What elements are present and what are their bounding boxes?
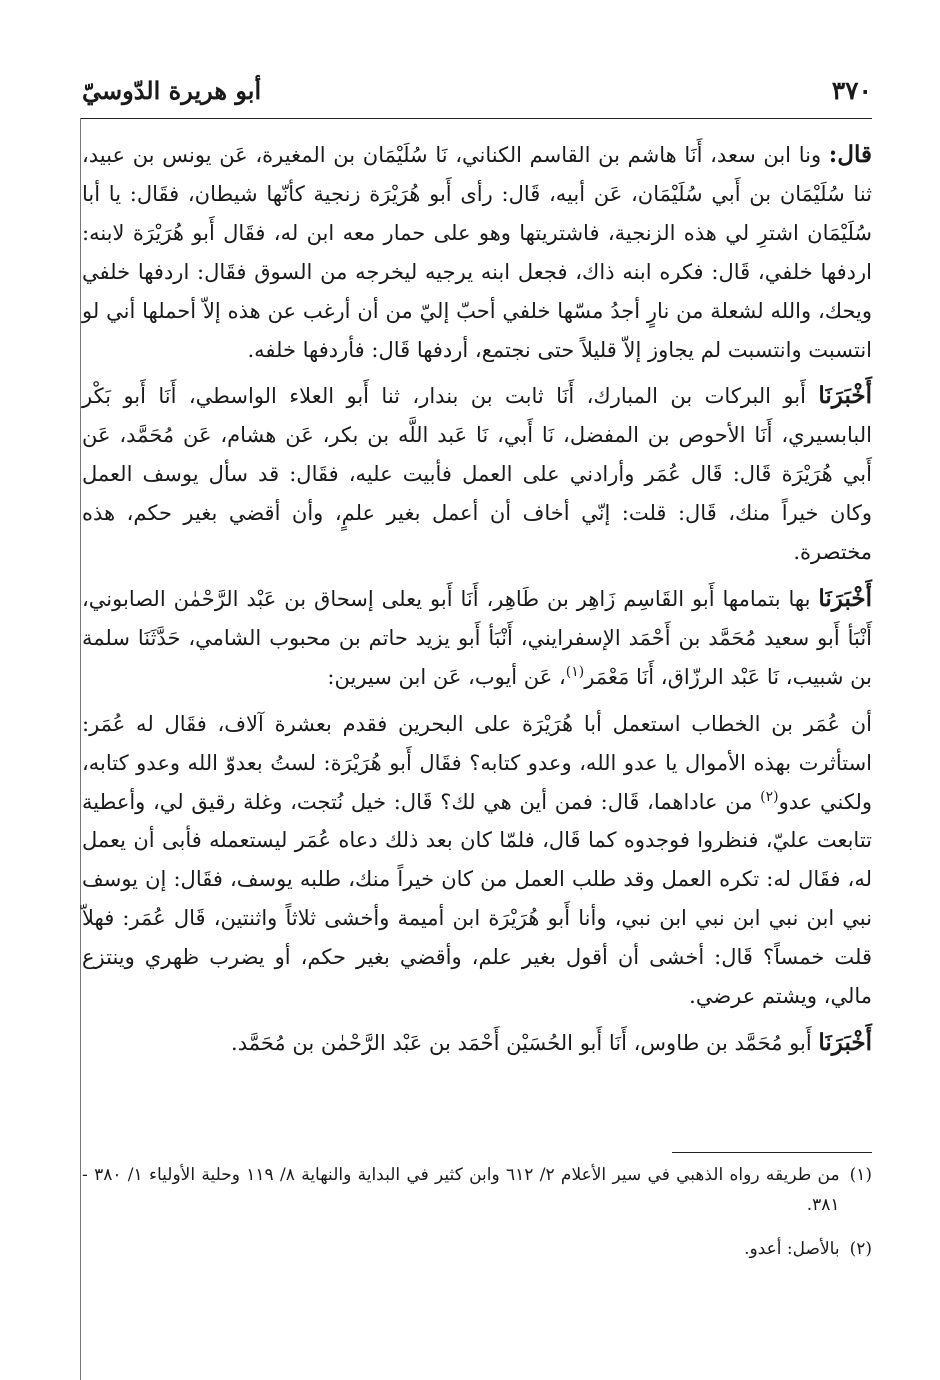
page-number: ٣٧٠	[831, 76, 872, 105]
paragraph-lead: قال:	[828, 141, 872, 168]
footnote-text: من طريقه رواه الذهبي في سير الأعلام ٢/ ٦١٢ وابن كثير في البداية والنهاية ٨/ ١١٩ وحلية الأولياء ١/ ٣٨٠ - ٣٨١.	[82, 1165, 840, 1215]
paragraph-1	[82, 136, 872, 369]
paragraph-4	[82, 705, 872, 1016]
footnote-number: (١)	[849, 1165, 872, 1185]
header-rule	[80, 118, 872, 119]
page-header	[82, 72, 872, 112]
footnote-separator	[672, 1152, 872, 1153]
paragraph-text: أَبو مُحَمَّد بن طاوس، أَنَا أَبو الحُسَيْن أَحْمَد بن عَبْد الرَّحْمٰن بن مُحَمَّد.	[231, 1030, 819, 1055]
paragraph-lead: أَخْبَرَنَا	[818, 382, 872, 410]
running-title: أبو هريرة الدّوسيّ	[82, 76, 262, 105]
paragraph-text: أَبو البركات بن المبارك، أَنَا ثابت بن بندار، ثنا أَبو العلاء الواسطي، أَنَا أَبو بَكْر البابسيري، أَنَا الأحوص بن المفضل، نَا أَبي، نَا عَبد اللَّه بن بكر، عَن هشام، عَن مُحَمَّد، عَن أَبي هُرَيْرَة قَال: قَال عُمَر وأرادني على العمل فأبيت عليه، فقَال: قد سأل يوسف العمل وكان خيراً منك، قَال: قلت: إنّي أخاف أن أعمل بغير علمٍ، وأن أقضي بغير حكم، هذه مختصرة.	[82, 384, 872, 565]
footnote-reference-1[interactable]: (١)	[565, 663, 585, 680]
paragraph-lead: أَخْبَرَنَا	[818, 1028, 872, 1056]
footnote-number: (٢)	[849, 1239, 872, 1259]
paragraph-text-continued: ، عَن أيوب، عَن ابن سيرين:	[327, 664, 566, 689]
footnote-1	[82, 1160, 872, 1220]
footnote-2	[82, 1234, 872, 1264]
main-text	[82, 136, 872, 1063]
paragraph-lead: أَخْبَرَنَا	[818, 584, 872, 612]
paragraph-text: أن عُمَر بن الخطاب استعمل أبا هُرَيْرَة على البحرين فقدم بعشرة آلاف، فقَال له عُمَر: استأثرت بهذه الأموال يا عدو الله، وعدو كتابه؟ فقَال أَبو هُرَيْرَة: لستُ بعدوّ الله وعدو كتابه، ولكني عدو	[82, 711, 872, 814]
footnote-reference-2[interactable]: (٢)	[760, 788, 779, 805]
binding-edge-line	[80, 118, 81, 1380]
paragraph-2	[82, 377, 872, 572]
paragraph-text-continued: من عاداهما، قَال: فمن أين هي لك؟ قَال: خيل نُتجت، وغلة رقيق لي، وأعطية تتابعت عليّ، فنظروا فوجدوه كما قَال، فلمّا كان بعد ذلك دعاه عُمَر ليستعمله فأبى أن يعمل له، فقَال له: تكره العمل وقد طلب العمل من كان خيراً منك، طلبه يوسف، فقَال: إن يوسف نبي ابن نبي ابن نبي ابن نبي، وأنا أَبو هُرَيْرَة ابن أميمة وأخشى ثلاثاً واثنتين، قَال عُمَر: فهلاّ قلت خمساً؟ قَال: أخشى أن أقول بغير علم، وأقضي بغير حكم، أو يضرب ظهري وينتزع مالي، ويشتم عرضي.	[82, 789, 873, 1009]
paragraph-text: بها بتمامها أَبو القَاسِم زَاهِر بن طَاهِر، أَنَا أَبو يعلى إسحاق بن عَبْد الرَّحْمٰن الصابوني، أَنْبَأ أَبو سعيد مُحَمَّد بن أَحْمَد الإسفرايني، أَنْبَأ أَبو يزيد حاتم بن محبوب الشامي، حَدَّثَنَا سلمة بن شبيب، نَا عَبْد الرزّاق، أَنَا مَعْمَر	[82, 586, 872, 689]
paragraph-text: ونا ابن سعد، أَنَا هاشم بن القاسم الكناني، نَا سُلَيْمَان بن المغيرة، عَن يونس بن عبيد، ثنا سُلَيْمَان بن أَبي سُلَيْمَان، عَن أبيه، قَال: رأى أَبو هُرَيْرَة زنجية كأنّها شيطان، فقَال: يا أبا سُلَيْمَان اشترِ لي هذه الزنجية، فاشتريتها وهو على حمار معه ابن له، فقَال أَبو هُرَيْرَة لابنه: اردفها خلفي، قَال: فكره ابنه ذاك، فجعل ابنه يرجيه ليخرجه من السوق فقَال: اردفها خلفي ويحك، والله لشعلة من نارٍ أجدُ مسّها خلفي أحبّ إليّ من أن أرغب عن هذه إلاّ أحملها أني لو انتسبت وانتسبت لم يجاوز إلاّ قليلاً حتى نجتمع، أردفها قَال: فأردفها خلفه.	[82, 143, 872, 362]
paragraph-3	[82, 580, 872, 697]
paragraph-5	[82, 1024, 872, 1063]
footnotes	[82, 1160, 872, 1264]
footnote-text: بالأصل: أعدو.	[744, 1239, 840, 1259]
